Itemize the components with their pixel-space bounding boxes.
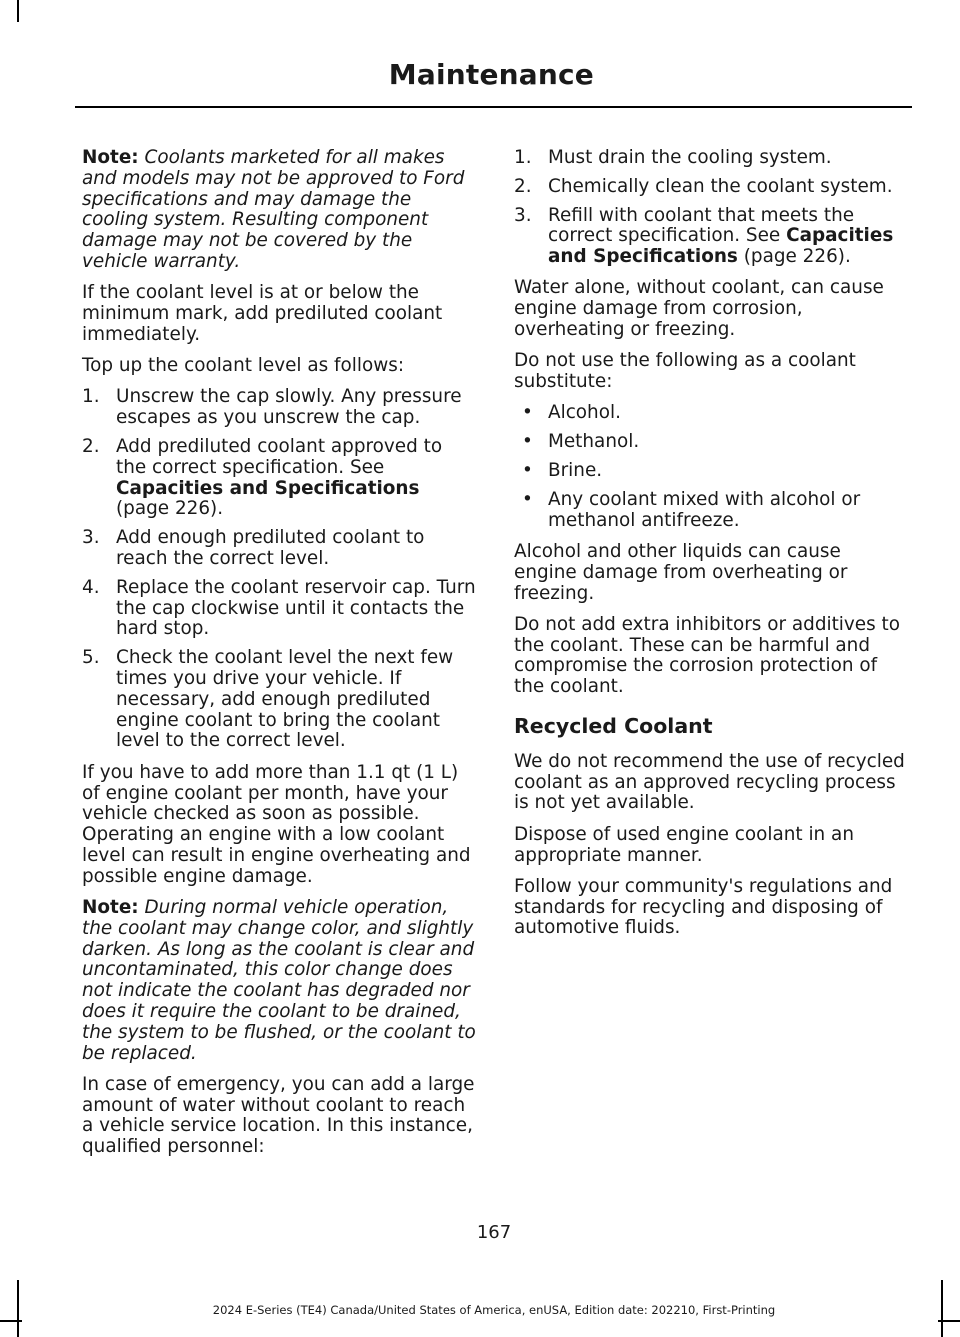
bullet-icon: • [522,402,533,424]
step-text: Refill with coolant that meets the correct specification. See [548,204,855,247]
bullet-text: Methanol. [548,431,640,453]
paragraph: Dispose of used engine coolant in an appropriate manner. [514,823,854,866]
step-text: Must drain the cooling system. [548,147,832,168]
step-number: 3. [82,527,100,549]
bullet-text: Brine. [548,460,603,482]
right-column [514,148,908,950]
left-column [82,148,476,1169]
step-number: 2. [82,436,100,458]
step-text: Add enough prediluted coolant to reach the correct level. [116,527,425,570]
step-text: Check the coolant level the next few times you drive your vehicle. If necessary, add enough prediluted engine coolant to bring the coolant level to the correct level. [116,647,454,752]
list-item [514,490,908,532]
crop-mark-top-left [17,0,19,22]
list-item [82,528,476,570]
step-number: 1. [82,386,100,408]
step-number: 1. [514,147,532,168]
step-number: 2. [514,175,532,197]
crop-mark-bottom-left-horizontal [0,1320,22,1322]
paragraph: In case of emergency, you can add a large amount of water without coolant to reach a vehicle service location. In this instance, qualified personnel: [82,1073,475,1158]
cross-reference-link[interactable]: Capacities and Specifications [116,477,420,499]
cross-reference-link[interactable]: Capacities and Specifications [548,225,894,268]
bullet-text: Any coolant mixed with alcohol or methanol antifreeze. [548,488,861,531]
paragraph: Do not use the following as a coolant substitute: [514,350,856,393]
paragraph: If the coolant level is at or below the minimum mark, add prediluted coolant immediately. [82,282,443,345]
step-text: Unscrew the cap slowly. Any pressure escapes as you unscrew the cap. [116,386,462,429]
step-text: Add prediluted coolant approved to the correct specification. See [116,436,443,478]
paragraph: Follow your community's regulations and standards for recycling and disposing of automotive fluids. [514,875,893,939]
step-text: Replace the coolant reservoir cap. Turn the cap clockwise until it contacts the hard stop. [116,576,476,640]
paragraph: Alcohol and other liquids can cause engine damage from overheating or freezing. [514,540,848,604]
footer-edition-info: 2024 E-Series (TE4) Canada/United States of America, enUSA, Edition date: 202210, First-Printing [212,1303,776,1317]
list-item [514,403,908,424]
paragraph: If you have to add more than 1.1 qt (1 L) of engine coolant per month, have your vehicle checked as soon as possible. Operating an engine with a low coolant level can result in engine overheating and possible engine damage. [82,761,471,887]
page-number: 167 [476,1222,512,1243]
bullet-icon: • [522,488,533,510]
paragraph: We do not recommend the use of recycled coolant as an approved recycling process is not yet available. [514,750,905,814]
paragraph: Water alone, without coolant, can cause engine damage from corrosion, overheating or freezing. [514,277,884,341]
step-number: 5. [82,647,100,669]
step-number: 3. [514,204,532,226]
paragraph: Top up the coolant level as follows: [82,355,405,377]
list-item [82,387,476,429]
bullet-icon: • [522,431,533,453]
list-item [514,432,908,453]
bullet-icon: • [522,460,533,482]
note-label: Note: [82,897,139,918]
list-item [514,148,908,169]
crop-mark-bottom-right-horizontal [938,1320,960,1322]
note-label: Note: [82,147,139,168]
list-item [514,177,908,198]
step-text: Chemically clean the coolant system. [548,175,893,197]
paragraph: Do not add extra inhibitors or additives to the coolant. These can be harmful and compromise the corrosion protection of the coolant. [514,613,901,698]
top-up-steps-list [82,387,476,752]
list-item [514,206,908,268]
page-reference: (page 226). [737,246,851,268]
note-color-change [82,898,476,1064]
personnel-steps-list [514,148,908,268]
header-divider [75,106,912,108]
list-item [514,461,908,482]
list-item [82,648,476,752]
page-title: Maintenance [388,58,594,91]
list-item [82,437,476,520]
bullet-text: Alcohol. [548,402,621,424]
note-text: During normal vehicle operation, the coolant may change color, and slightly darken. As long as the coolant is clear and uncontaminated, this color change does not indicate the coolant has degraded nor does it require the coolant to be drained, the system to be flushed, or the coolant to be replaced. [82,897,476,1064]
step-number: 4. [82,576,100,598]
page-reference: (page 226). [116,498,224,520]
note-text: Coolants marketed for all makes and models may not be approved to Ford specifications and may damage the cooling system. Resulting component damage may not be covered by the vehicle warranty. [82,147,465,272]
section-heading: Recycled Coolant [514,714,713,739]
substitute-bullet-list [514,403,908,531]
list-item [82,578,476,640]
note-coolants [82,148,476,273]
